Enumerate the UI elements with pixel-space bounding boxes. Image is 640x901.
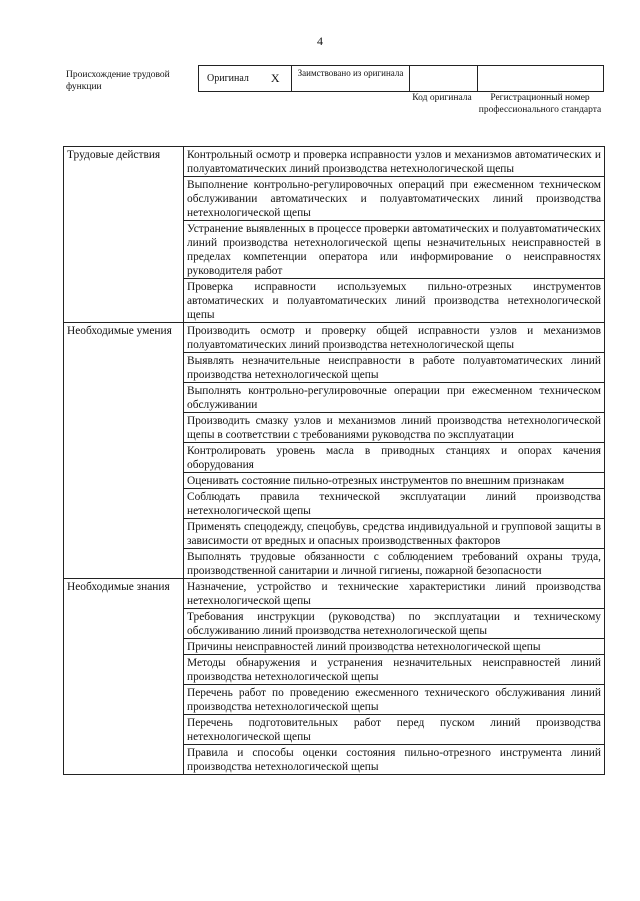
original-label: Оригинал	[207, 73, 249, 84]
registration-number-caption: Регистрационный номер профессионального стандарта	[478, 93, 602, 115]
skill-item: Выполнять контрольно-регулировочные операции при ежесменном техническом обслуживании	[184, 383, 605, 413]
table-row	[64, 579, 605, 609]
work-function-origin-label: Происхождение трудовой функции	[66, 70, 170, 92]
work-function-table	[63, 146, 605, 775]
section-label-skills: Необходимые умения	[64, 323, 184, 579]
origin-box	[198, 65, 604, 92]
skill-item: Соблюдать правила технической эксплуатации линий производства нетехнологической щепы	[184, 489, 605, 519]
skill-item: Выполнять трудовые обязанности с соблюдением требований охраны труда, производственной санитарии и личной гигиены, пожарной безопасности	[184, 549, 605, 579]
page-number: 4	[317, 34, 323, 48]
original-code-caption: Код оригинала	[412, 93, 472, 103]
skill-item: Производить осмотр и проверку общей исправности узлов и механизмов полуавтоматических линий производства нетехнологической щепы	[184, 323, 605, 353]
knowledge-item: Причины неисправностей линий производства нетехнологической щепы	[184, 639, 605, 655]
borrowed-label: Заимствовано из оригинала	[291, 66, 409, 91]
action-item: Проверка исправности используемых пильно-отрезных инструментов автоматических и полуавтоматических линий производства нетехнологической щепы	[184, 279, 605, 323]
skill-item: Контролировать уровень масла в приводных станциях и опорах качения оборудования	[184, 443, 605, 473]
knowledge-item: Перечень работ по проведению ежесменного технического обслуживания линий производства нетехнологической щепы	[184, 685, 605, 715]
knowledge-item: Перечень подготовительных работ перед пуском линий производства нетехнологической щепы	[184, 715, 605, 745]
section-label-knowledge: Необходимые знания	[64, 579, 184, 775]
skill-item: Оценивать состояние пильно-отрезных инструментов по внешним признакам	[184, 473, 605, 489]
skill-item: Производить смазку узлов и механизмов линий производства нетехнологической щепы в соответствии с требованиями руководства по эксплуатации	[184, 413, 605, 443]
table-row	[64, 147, 605, 177]
action-item: Устранение выявленных в процессе проверки автоматических и полуавтоматических линий производства нетехнологической щепы незначительных неисправностей в пределах компетенции оператора или информирование о неисправностях руководителя работ	[184, 221, 605, 279]
knowledge-item: Требования инструкции (руководства) по эксплуатации и техническому обслуживанию линий производства нетехнологической щепы	[184, 609, 605, 639]
knowledge-item: Назначение, устройство и технические характеристики линий производства нетехнологической щепы	[184, 579, 605, 609]
action-item: Контрольный осмотр и проверка исправности узлов и механизмов автоматических и полуавтоматических линий производства нетехнологической щепы	[184, 147, 605, 177]
original-code-cell	[409, 66, 477, 91]
registration-number-cell	[477, 66, 603, 91]
knowledge-item: Методы обнаружения и устранения незначительных неисправностей линий производства нетехнологической щепы	[184, 655, 605, 685]
section-label-actions: Трудовые действия	[64, 147, 184, 323]
knowledge-item: Правила и способы оценки состояния пильно-отрезного инструмента линий производства нетехнологической щепы	[184, 745, 605, 775]
skill-item: Выявлять незначительные неисправности в работе полуавтоматических линий производства нетехнологической щепы	[184, 353, 605, 383]
original-cell	[199, 66, 291, 91]
action-item: Выполнение контрольно-регулировочных операций при ежесменном техническом обслуживании автоматических и полуавтоматических линий производства нетехнологической щепы	[184, 177, 605, 221]
table-row	[64, 323, 605, 353]
original-mark: X	[270, 71, 280, 85]
skill-item: Применять спецодежду, спецобувь, средства индивидуальной и групповой защиты в зависимости от вредных и опасных производственных факторов	[184, 519, 605, 549]
